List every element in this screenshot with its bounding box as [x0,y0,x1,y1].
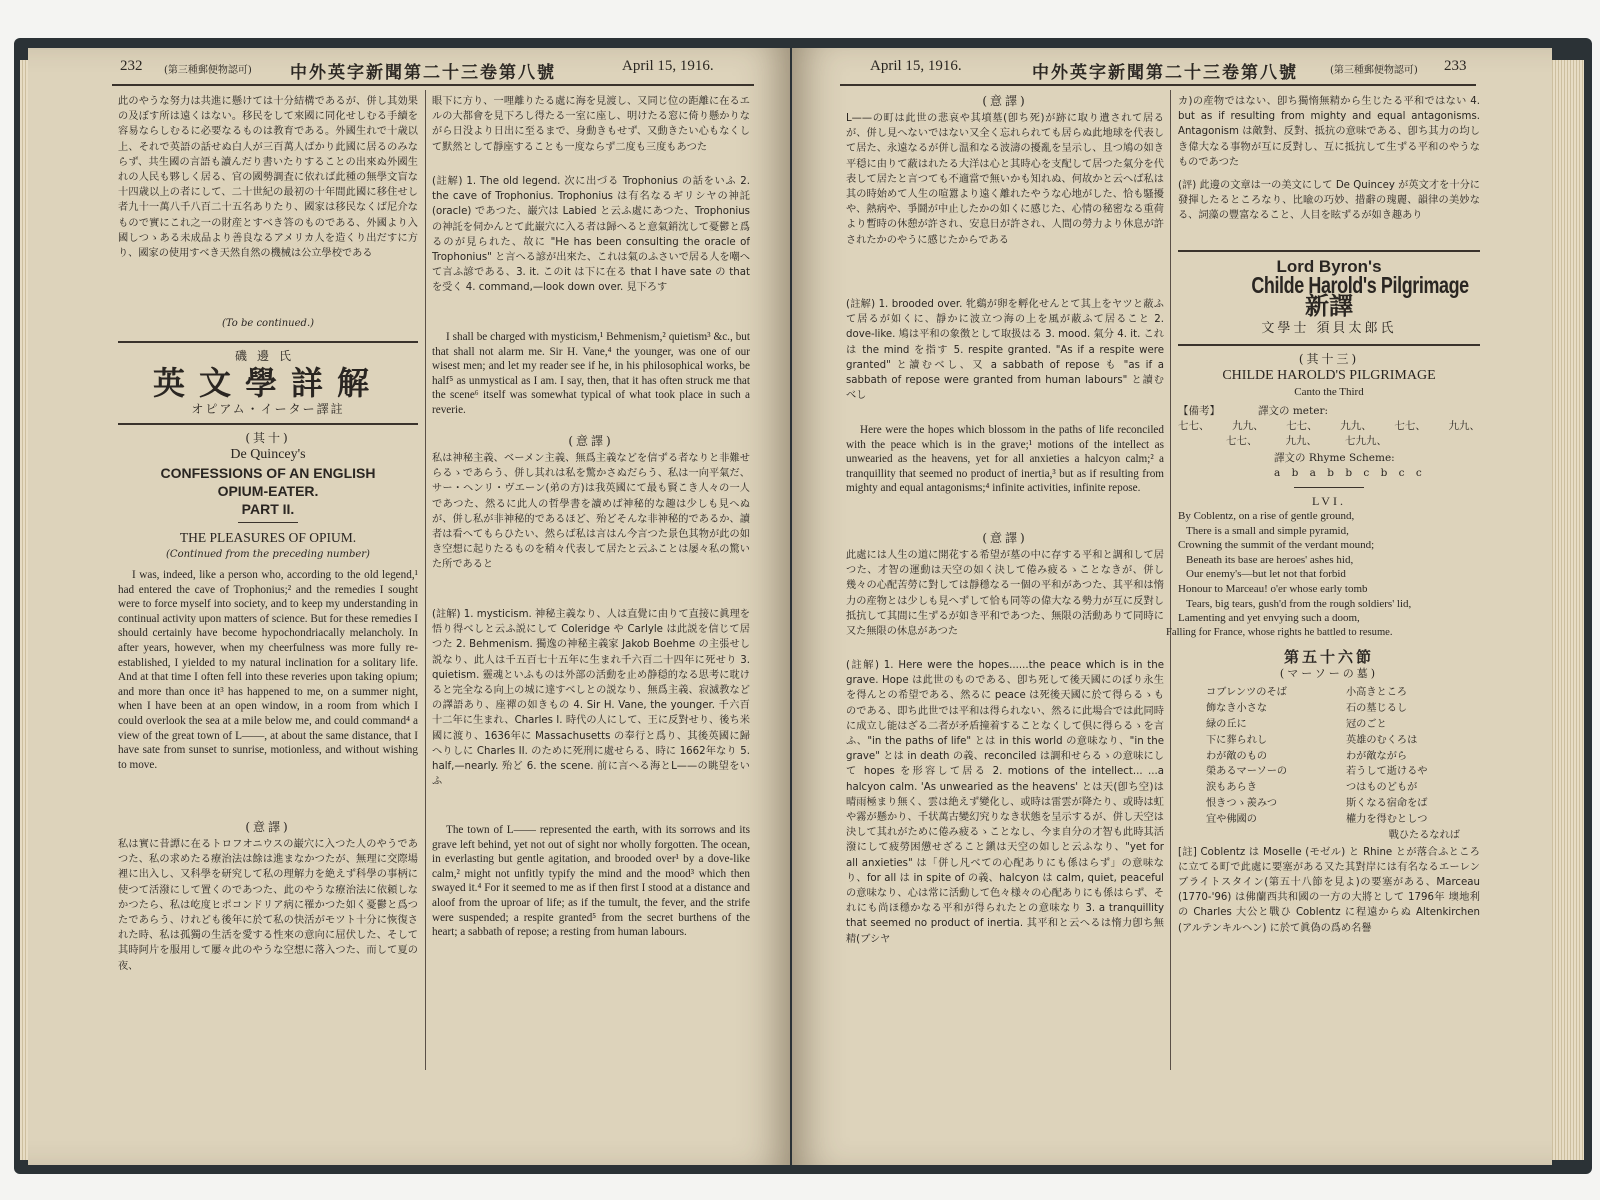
right-col1-english: Here were the hopes which blossom in the paths of life reconciled with the peace which is in the grave;¹ motions of the intellect as unwearied as the heavens, yet for all anxieties a halcyon calm;² a tranquillity that seemed no product of inertia,³ but as if resulting from mighty and equal antagonisms;⁴ infinite activities, infinite repose. [846,424,1164,495]
part-number: (其十三) [1298,352,1360,366]
translation-label: (意譯) [568,434,614,448]
translation-label: (意譯) [982,94,1028,108]
jp-poem-line: 英雄のむくろは [1346,734,1418,746]
rhyme-label: 譯文の Rhyme Scheme: [1274,452,1395,464]
meter-label: 譯文の meter: [1258,405,1328,417]
right-col1-notes-2: (註解) 1. Here were the hopes......the peace which is in the grave. Hope は此世のものである、卽ち死して後天國にのぼり永生を得んとの希望である、然るに peace は死後天國に於て得らるゝものである、即ち此世では平和は得られない、然るに此場合では此同時に成立し能はざる二者が矛盾撞着することなくして倶に得らるゝを言ふ、"in the paths of life" とは in this world の意味なり、"in the grave" とは in death の義、reconciled は調和せらるゝの意味にして hopes を形容して居る 2. motions of the intellect... ...a halcyon calm. 'As unwearied as the heavens' とは天(卽ち空)は晴雨極まり無く、雲は絶えず變化し、或時は雷雲が降たり、或時は虹や霧が懸かり、千状萬古變幻究りなき状態を呈示するが、併し天空は決して其れがために倦み疲るゝことなし、今ま自分の才智も此時其活潑にして疲勞困憊せざること鎭は天空の如しと云ふなり、"yet for all anxieties" は「併し凡べての心配ありにも係はらず」の意味なり、for all は in spite of の義、halcyon は calm, quiet, peaceful の意味なり、心は常に活動して色々様々の心配ありにも係はらず、それにも尚ほ穩かなる平和が得られたとの意味なり 3. a tranquillity that seemed no product of inertia. 其平和と云へるは惰力卽ち無精(ブシヤ [846,660,1164,945]
left-col2-english-2: The town of L—— represented the earth, with its sorrows and its grave left behind, yet not out of sight nor wholly forgotten. The ocean, in everlasting but gentle agitation, and brooded over¹ by a dove-like calm,² might not unfitly typify the mind and the mood³ which then swayed it.⁴ For it seemed to me as if then first I stood at a distance and aloof from the uproar of life; as if the tumult, the fever, and the strife were suspended; a respite granted⁵ from the secret burthens of the heart; a sabbath of repose; a resting from human labours. [432,824,750,939]
jp-poem-line: 飾なき小さな [1206,703,1268,715]
left-page-header [120,58,750,84]
jp-poem-line: 涙もあらき [1206,782,1257,794]
remarks-label: 【備考】 [1178,405,1220,417]
meter-item: 九九、 [1232,420,1264,432]
poem-line: Honour to Marceau! o'er whose early tomb [1178,582,1368,595]
jp-poem-line: 榮あるマーソーの [1206,766,1288,778]
meter-item: 九九、 [1340,420,1372,432]
left-col1-top-text: 此のやうな努力は共進に懸けては十分結構であるが、併し其効果の及ぼす所は遠くはない。移民をして來國に同化せしむる手續を容易ならしむるに必要なるものは教育である。外國生れで十歳以上、それで英語の話せぬ白人が三百萬人ばかり此國に居るのみならず、共生國の言語も讀んだり書いたりすることの出來ぬ外國生れの人民も夥しく居る、官の國勢調査に依れば此種の無學文盲な十四歳以上の者にして、二十世紀の最初の十年間此國に移住せし者九十一萬八千八百二十五名ありたり、國家は移民なくば尼介なもので實にこれ之一の財産とすべき答のものである、外國より入國しつゝある未成品より善良なるアメリカ人を造くり出だすに方り、國家の使用すべき天然自然の機械は公立學校である [118,96,418,260]
section-jp-heading: 第五十六節 [1283,648,1374,667]
right-page-number: 233 [1444,58,1467,74]
meter-line-2 [1178,434,1480,449]
poem-line: Beneath its base are heroes' ashes hid, [1186,553,1354,566]
right-column-divider [1170,90,1171,1070]
canto: Canto the Third [1294,386,1364,398]
meter-item: 七九九、 [1345,435,1387,447]
meter-item: 九九、 [1448,420,1480,432]
poem-line: Lamenting and yet envying such a doom, [1178,612,1360,625]
meter-item: 七七、 [1178,420,1210,432]
translation-label: (意譯) [245,820,291,834]
left-column-2 [432,94,750,999]
poem-line: By Coblentz, on a rise of gentle ground, [1178,510,1355,522]
left-column-divider [425,90,426,1070]
jp-poem-line: 恨きつゝ羨みつ [1206,797,1278,809]
left-page-number: 232 [120,58,143,74]
divider [118,423,418,425]
jp-poem-line: 下に葬られし [1206,734,1268,746]
section-jp-subheading: (マーソーの墓) [1279,667,1379,681]
left-column-1 [118,94,418,974]
remarks-row [1178,404,1480,419]
part-heading: PART II. [241,501,295,517]
right-col1-translation: L——の町は此世の悲哀や其墳墓(卽ち死)が跡に取り遺されて居るが、併し見へないではない又全く忘れられても居らぬ此地球を代表して居た、永遠なるが併し温和なる波濤の擾亂を呈示し、且つ鳩の如き平穏に由りて蔽はれたる大洋は心と其時心を支配して居つた氣分を代表して居たと言つても不適當で無いかも知れぬ、何故かと云へば私は其の時始めて人生の喧囂より遠く離れたやうな心地がした、恰も騷擾や、熱病や、爭鬪が中止したかの如くに感じた、心情の秘密なる重荷より暫時の休憩が許され、安息日が許され、人間の勞力より休息が許されたかのやうに感じたからである [846,113,1164,246]
translator-credit: オピアム・イーター譯註 [191,402,345,416]
work-author: De Quincey's [230,447,306,462]
author-name: 磯邊氏 [234,349,301,363]
jp-poem-line: 冠のごと [1346,718,1387,730]
translator-credit: 文學士 須貝太郎氏 [1261,321,1397,336]
jp-poem-line: 緑の丘に [1206,718,1247,730]
poem-line: Falling for France, whose rights he battled to resume. [1166,626,1393,638]
left-col2-top-text: 眼下に方り、一哩離りたる處に海を見渡し、又同じ位の距離に在るエルの大都會を見下ろし得たる一室に座し、明けたる窓に倚り懸かりながら日没より日出に至るまで、身動きもせず、又動きたい心もなくして默然として靜座することも一度ならず二度も三度もあつた [432,96,750,153]
jp-poem-line: コブレンツのそば [1206,687,1287,699]
left-header-title: 中外英字新聞第二十三卷第八號 [290,63,556,83]
poem-line: Tears, big tears, gush'd from the rough soldiers' lid, [1186,597,1412,610]
right-page-header [870,58,1470,84]
jp-poem-last-line: 戰ひたるなれば [1388,829,1460,841]
divider [1178,344,1480,346]
left-col2-english-1: I shall be charged with mysticism,¹ Behmenism,² quietism³ &c., but that shall not alarm me. Sir H. Vane,⁴ the younger, was one of our wisest men; and let my reader see if he, in his philosophical works, be half⁵ as unmystical as I am. I say, then, that it has often struck me that the scene⁶ itself was somewhat typical of what took place in such a reverie. [432,331,750,416]
section-title: 英文學詳解 [152,364,383,402]
divider [238,522,298,523]
left-header-note: (第三種郵便物認可) [164,65,252,76]
critique: (評) 此邊の文章は一の美文にして De Quincey が英文才を十分に發揮したるところなり、比喩の巧妙、措辭の瑰麗、韻律の美妙なる、詞藻の豐富なること、人目を眩ずるが如き趣あり [1178,180,1480,222]
divider [118,341,418,343]
meter-item: 七七、 [1226,435,1258,447]
part-number: (其十) [245,431,291,445]
left-col2-notes-1: (註解) 1. The old legend. 次に出づる Trophonius の話をいふ 2. the cave of Trophonius. Trophonius は有名なるギリシヤの神託 (oracle) であつた、巌穴は Labied と云ふ處にあつた、Trophonius の神託を伺かんとて此巌穴に入る者は歸へると意氣銷沈して憂鬱と爲るのが見られた、故に "He has been consulting the oracle of Trophonius" と言へる諺が出來た、これは氣のふさいで居る人を嘲へて言ふ諺である、3. it. このit は下に在る that I have sate の that を受く 4. command,—look down over. 見下ろす [432,176,750,294]
jp-poem-line: 小高きところ [1346,687,1408,699]
meter-item: 七七、 [1286,420,1318,432]
left-col1-english: I was, indeed, like a person who, according to the old legend,¹ had entered the cave of Trophonius;² and the remedies I sought were to force myself into society, and to keep my understanding in continual activity upon matters of science. But for these remedies I should certainly have become hypochondriacally melancholy. In after years, however, when my cheerfulness was more fully re-established, I yielded to my natural inclination for a solitary life. And at that time I often fell into these reveries upon taking opium; and more than once it³ has happened to me, on a summer night, when I have been at an open window, in a room from which I could overlook the sea at a mile below me, and could command⁴ a view of the great town of L——, at about the same distance, that I have sate from sunset to sunrise, motionless, and without wishing to move. [118,569,418,771]
jp-poem-line: 宜や佛國の [1206,813,1257,825]
left-col2-translation: 私は神秘主義、ベーメン主義、無爲主義などを信ずる者なりと非難せらるゝであらう、併し其れは私を驚かさぬだらう、私は一向平氣だ、サー・ヘンリ・ヴエーン(弟の方)は我英國にて最も賢こき人々の一人であつた、然るに此人の哲學書を讀めば神秘的な趣は少しも見へぬが、併し私が非神秘的であるほど、殆どそんな非神秘的であるか、讀者は看へてもらひたい、然らば私は言はん今言つた景色其物が此の如き空想に起りたるものを稍々代表して居たと云ふことは屡々私の驚いた所であると [432,453,750,571]
jp-poem-line: 石の墓じるし [1346,703,1408,715]
continued-note: (Continued from the preceding number) [166,549,370,560]
left-header-date: April 15, 1916. [622,58,714,74]
stanza-number: LVI. [1312,494,1346,508]
divider [1178,250,1480,252]
footnote: [註] Coblentz は Moselle (モゼル) と Rhine とが落合ふところに立てる町で此處に要塞がある又た其對岸には有名なるエーレンブライトスタイン(第五十八節を見よ)の要塞がある、Marceau (1770-'96) は佛蘭西共和國の一方の大將として 1796年 墺地利の Charles 大公と戰ひ Coblentz に程遠からぬ Altenkirchen (アルテンキルヘン) に於て眞偽の爲め名譽 [1178,846,1480,934]
jp-poem-line: 斯くなる宿命をば [1346,797,1428,809]
left-col2-notes-2: (註解) 1. mysticism. 神秘主義なり、人は直覺に由りて直接に眞理を悟り得べしと云ふ説にして Coleridge や Carlyle は此説を信じて居つた 2. Behmenism. 獨逸の神秘主義家 Jakob Boehme の主張せし説なり、此人は千五百七十五年に生まれ千六百二十四年に死せり 3. quietism. 靈魂といふものは外部の活動を止め静穏的なる思考に耽けると完全なる向上の城に達すべしとの説なり、無爲主義、寂滅教などの譯語あり、座禪の如きもの 4. Sir H. Vane, the younger. 千六百十二年に生まれ、Charles I. 時代の人にして、王に反對せり、後ち米國に渡り、1636年に Massachusetts の奉行と爲り、其後英國に歸へりしに Charles II. のために死刑に處せらる、時に 1662年なり 5. half,—nearly. 殆ど 6. the scene. 前に言へる海とL——の眺望をいふ [432,609,750,788]
left-header-rule [112,84,754,86]
translation-label: (意譯) [982,531,1028,545]
jp-poem-line: 權力を得むとしつ [1346,813,1428,825]
poem-line: Our enemy's—but let not that forbid [1186,568,1346,581]
right-column-2 [1166,94,1480,967]
right-header-rule [840,84,1476,86]
right-col1-notes-1: (註解) 1. brooded over. 牝鷄が卵を孵化せんとて其上をヤツと蔽ふて居るが如くに、靜かに波立つ海の上を風が蔽ふて居ること 2. dove-like. 鳩は平和の象徴として取扱はる 3. mood. 氣分 4. it. これは the mind を指す 5. respite granted. "As if a respite were granted" と讀むべし、又 a sabbath of repose も "as if a sabbath of repose were granted from human labours" と讀むべし [846,299,1164,402]
rhyme-scheme: a b a b b c b c c [1274,467,1426,479]
byron-title: Lord Byron's [1276,257,1382,276]
right-header-note: (第三種郵便物認可) [1330,65,1418,76]
to-be-continued: (To be continued.) [221,318,315,329]
jp-poem-line: わが敵のもの [1206,750,1268,762]
page-edges-right [1550,60,1584,1160]
meter-item: 九九、 [1285,435,1317,447]
poem-line: There is a small and simple pyramid, [1186,524,1349,537]
japanese-poem [1178,685,1480,827]
right-col2-top-notes: カ)の産物ではない、卽ち獨惰無精から生じたる平和ではない 4. but as if resulting from mighty and equal antagonisms. Antagonism は敵對、反對、抵抗の意味である、卽ち其力の均しき偉大なる事物が互に反對し、互に抵抗して生ずる平和のやうなものであつた [1178,96,1480,168]
right-header-date: April 15, 1916. [870,58,962,74]
right-column-1 [846,94,1164,1084]
right-header-title: 中外英字新聞第二十三卷第八號 [1032,63,1298,83]
left-col1-bottom-text: 私は實に昔譚に在るトロフオニウスの巌穴に入つた人のやうであつた、私の求めたる療治法は餘は進まなかつたが、無理に交際場裡に出入し、又科學を研究して私の理解力を絶えず科學の事柄に使つて活潑にして置くのであつた、此のやうな療治法に依頼しなかつたら、私は屹度ヒポコンドリア病に罹かつた如く憂鬱と爲つたであらう、けれども後年に於て私の快活がモツト十分に恢復された時、私は孤獨の生活を愛する性來の意向に屈伏した、そして其時阿片を服用して屢々此のやうな空想に落入つた、而して夏の夜、 [118,839,418,972]
work-title: CONFESSIONS OF AN ENGLISH OPIUM-EATER. [160,465,376,499]
chapter-heading: THE PLEASURES OF OPIUM. [179,530,357,545]
divider [1294,487,1364,488]
jp-poem-line: 若うして逝けるや [1346,766,1428,778]
childe-title-row [1178,272,1480,320]
new-translation: 新譯 [1305,291,1353,320]
meter-item: 七七、 [1394,420,1426,432]
childe-title: Childe Harold's Pilgrimage [1250,272,1469,298]
poem-title: CHILDE HAROLD'S PILGRIMAGE [1222,368,1436,383]
meter-line-1 [1178,419,1480,434]
right-col1-translation-2: 此處には人生の道に開花する希望が墓の中に存する平和と調和して居つた、才智の運動は天空の如く決して倦み疲るゝことなきが、併し幾々の心配苦勞に對しては靜穩なる一個の平和があつた、其平和は惰力の産物とは少しも見へずして恰も同等の偉大なる勢力が互に反對し抵抗して其間に生ずるが如き平和であつた、無限の活動ありて同時に又た無限の休息があつた [846,550,1164,638]
english-poem [1166,509,1480,640]
jp-poem-line: つはものどもが [1346,782,1418,794]
poem-line: Crowning the summit of the verdant mound; [1178,539,1375,552]
jp-poem-line: わが敵ながら [1346,750,1408,762]
